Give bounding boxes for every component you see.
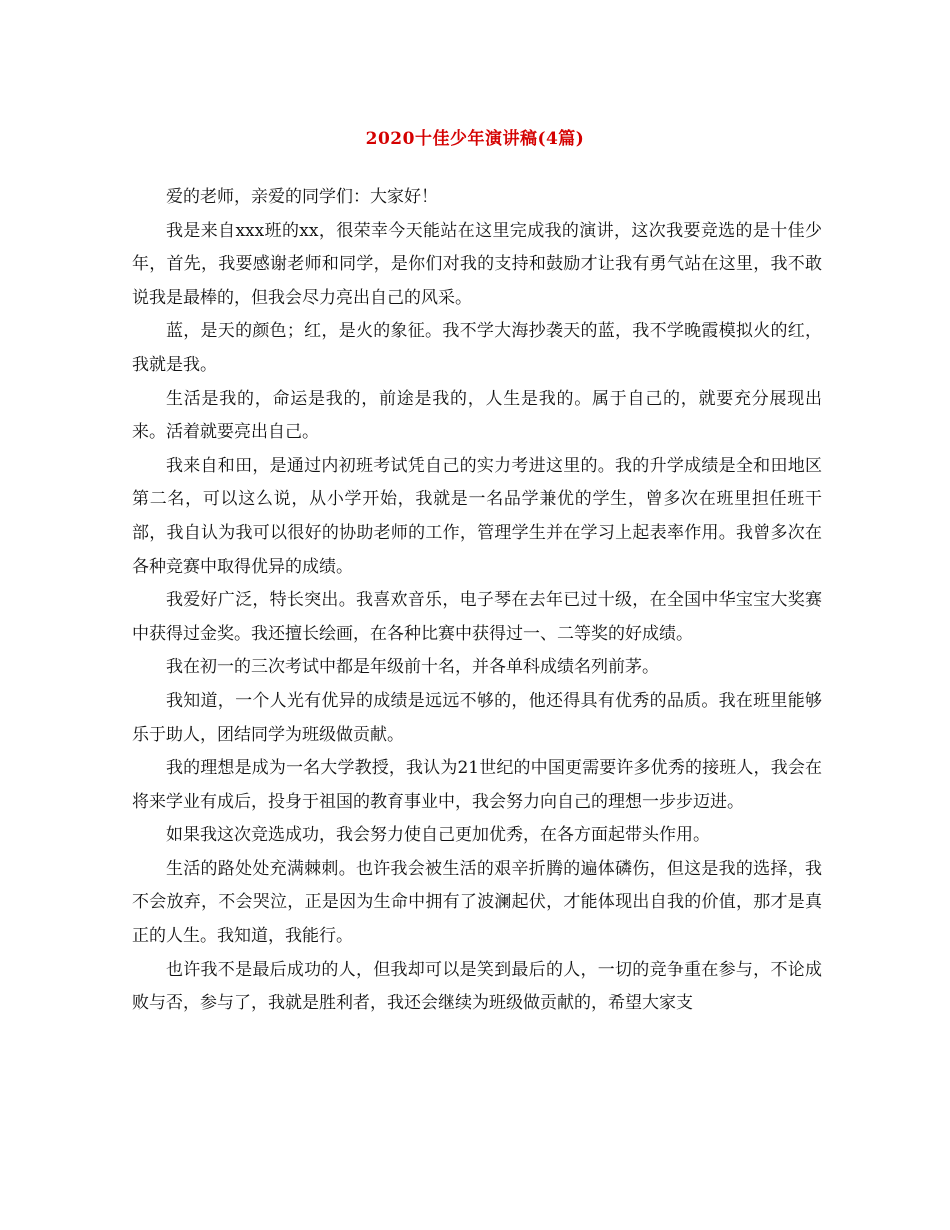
paragraph: 如果我这次竞选成功，我会努力使自己更加优秀，在各方面起带头作用。 — [166, 825, 710, 846]
paragraph: 我知道，一个人光有优异的成绩是远远不够的，他还得具有优秀的品质。我在班里能够乐于助人，团结同学为班级做贡献。 — [132, 690, 822, 745]
paragraph: 蓝，是天的颜色；红，是火的象征。我不学大海抄袭天的蓝，我不学晚霞模拟火的红，我就是我。 — [132, 321, 822, 375]
paragraph: 我来自和田，是通过内初班考试凭自己的实力考进这里的。我的升学成绩是全和田地区第二名，可以这么说，从小学开始，我就是一名品学兼优的学生，曾多次在班里担任班干部，我自认为我可以很好的协助老师的工作，管理学生并在学习上起表率作用。我曾多次在各种竞赛中取得优异的成绩。 — [132, 455, 822, 577]
paragraph: 生活是我的，命运是我的，前途是我的，人生是我的。属于自己的，就要充分展现出来。活着就要亮出自己。 — [132, 388, 822, 443]
paragraph: 我爱好广泛，特长突出。我喜欢音乐，电子琴在去年已过十级，在全国中华宝宝大奖赛中获得过金奖。我还擅长绘画，在各种比赛中获得过一、二等奖的好成绩。 — [132, 590, 822, 644]
paragraph: 生活的路处处充满棘刺。也许我会被生活的艰辛折腾的遍体磷伤，但这是我的选择，我不会放弃，不会哭泣，正是因为生命中拥有了波澜起伏，才能体现出自我的价值，那才是真正的人生。我知道，我能行。 — [132, 858, 822, 947]
paragraph: 我的理想是成为一名大学教授，我认为21世纪的中国更需要许多优秀的接班人，我会在将来学业有成后，投身于祖国的教育事业中，我会努力向自己的理想一步步迈进。 — [132, 758, 822, 812]
document-title: 2020十佳少年演讲稿(4篇) — [365, 129, 585, 149]
paragraph: 也许我不是最后成功的人，但我却可以是笑到最后的人，一切的竞争重在参与，不论成败与否，参与了，我就是胜利者，我还会继续为班级做贡献的，希望大家支 — [132, 959, 822, 1014]
paragraph: 我是来自xxx班的xx，很荣幸今天能站在这里完成我的演讲，这次我要竞选的是十佳少年，首先，我要感谢老师和同学，是你们对我的支持和鼓励才让我有勇气站在这里，我不敢说我是最棒的，但我会尽力亮出自己的风采。 — [132, 220, 822, 308]
document-body — [132, 181, 822, 1021]
paragraph: 我在初一的三次考试中都是年级前十名，并各单科成绩名列前茅。 — [166, 657, 659, 678]
paragraph-greeting: 爱的老师，亲爱的同学们：大家好！ — [166, 187, 438, 207]
